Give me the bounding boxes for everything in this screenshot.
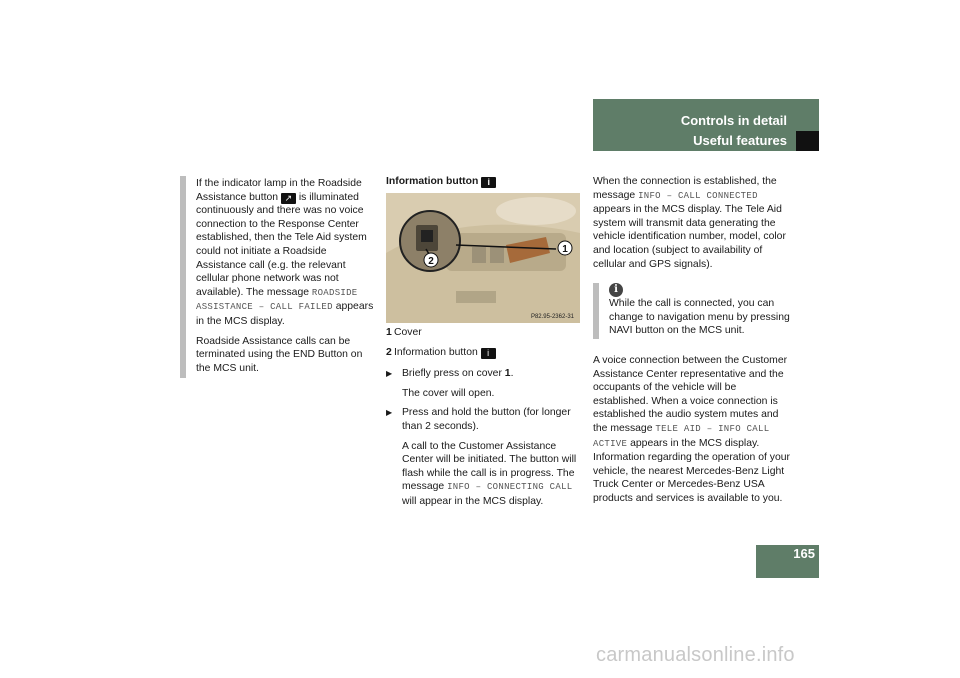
bullet-press-cover: ▶ Briefly press on cover 1.	[386, 367, 580, 381]
middle-column	[386, 175, 582, 195]
callout-2	[424, 253, 438, 267]
caption-2: 2 Information button i	[386, 346, 580, 360]
connection-paragraph: When the connection is established, the message INFO – CALL CONNECTED appears in the MCS display. The Tele Aid system will transmit data generating the vehicle identification number, model, color and location (subject to availability of cellular and GPS signals).	[593, 176, 786, 270]
message-connecting-call: INFO – CONNECTING CALL	[447, 482, 573, 493]
right-column-top	[593, 175, 793, 277]
callout-1	[558, 241, 572, 255]
right-column-bottom	[593, 354, 793, 512]
roadside-paragraph: If the indicator lamp in the Roadside Assistance button ↗ is illuminated continuously and there was no voice connection to the Response Center established, then the Tele Aid system could not initiate a Roadside Assistance call (e.g. the relevant cellular phone network was not available). The message ROADSIDE ASSISTANCE – CALL FAILED appears in the MCS display.	[196, 178, 374, 327]
info-icon: i	[609, 283, 623, 297]
result-call-initiated: A call to the Customer Assistance Center will be initiated. The button will flash while the call is in progress. The message INFO – CONNECTING CALL will appear in the MCS display.	[402, 440, 577, 507]
message-call-connected: INFO – CALL CONNECTED	[638, 190, 758, 201]
end-button-paragraph: Roadside Assistance calls can be terminated using the END Button on the MCS unit.	[196, 335, 363, 374]
note-text: While the call is connected, you can change to navigation menu by pressing NAVI button on the MCS unit.	[609, 298, 790, 337]
message-roadside-failed: ROADSIDE ASSISTANCE – CALL FAILED	[196, 287, 358, 313]
bullet-press-hold: ▶ Press and hold the button (for longer than 2 seconds).	[386, 406, 580, 433]
information-button-icon: i	[481, 177, 496, 188]
middle-column-text	[386, 326, 580, 515]
information-heading: Information button i	[386, 175, 582, 189]
left-sidebar-bar	[180, 176, 186, 378]
console-illustration	[386, 193, 580, 323]
information-button-icon: i	[481, 348, 496, 359]
caption-1: 1 Cover	[386, 327, 422, 338]
information-button-photo	[386, 193, 580, 323]
voice-connection-paragraph: A voice connection between the Customer Assistance Center representative and the occupants of the vehicle will be established. When a voice connection is established the audio system mutes and the message TELE AID – INFO CALL ACTIVE appears in the MCS display. Information regarding the operation of your vehicle, the nearest Mercedes-Benz Light Truck Center or Mercedes-Benz USA products and services is available to you.	[593, 355, 790, 504]
message-info-call-active: TELE AID – INFO CALL ACTIVE	[593, 423, 770, 449]
watermark: carmanualsonline.info	[596, 644, 795, 666]
roadside-assistance-icon: ↗	[281, 193, 296, 204]
page-number: 165	[756, 545, 819, 578]
left-column	[196, 177, 376, 381]
image-reference: P82.95-2362-31	[530, 314, 574, 320]
note-bar	[593, 283, 599, 339]
result-cover-opens: The cover will open.	[402, 387, 495, 399]
subsection-header: Useful features	[593, 131, 819, 151]
header-marker	[796, 131, 819, 151]
section-header: Controls in detail	[593, 99, 819, 131]
svg-text:1: 1	[562, 244, 568, 255]
svg-text:2: 2	[428, 256, 434, 267]
